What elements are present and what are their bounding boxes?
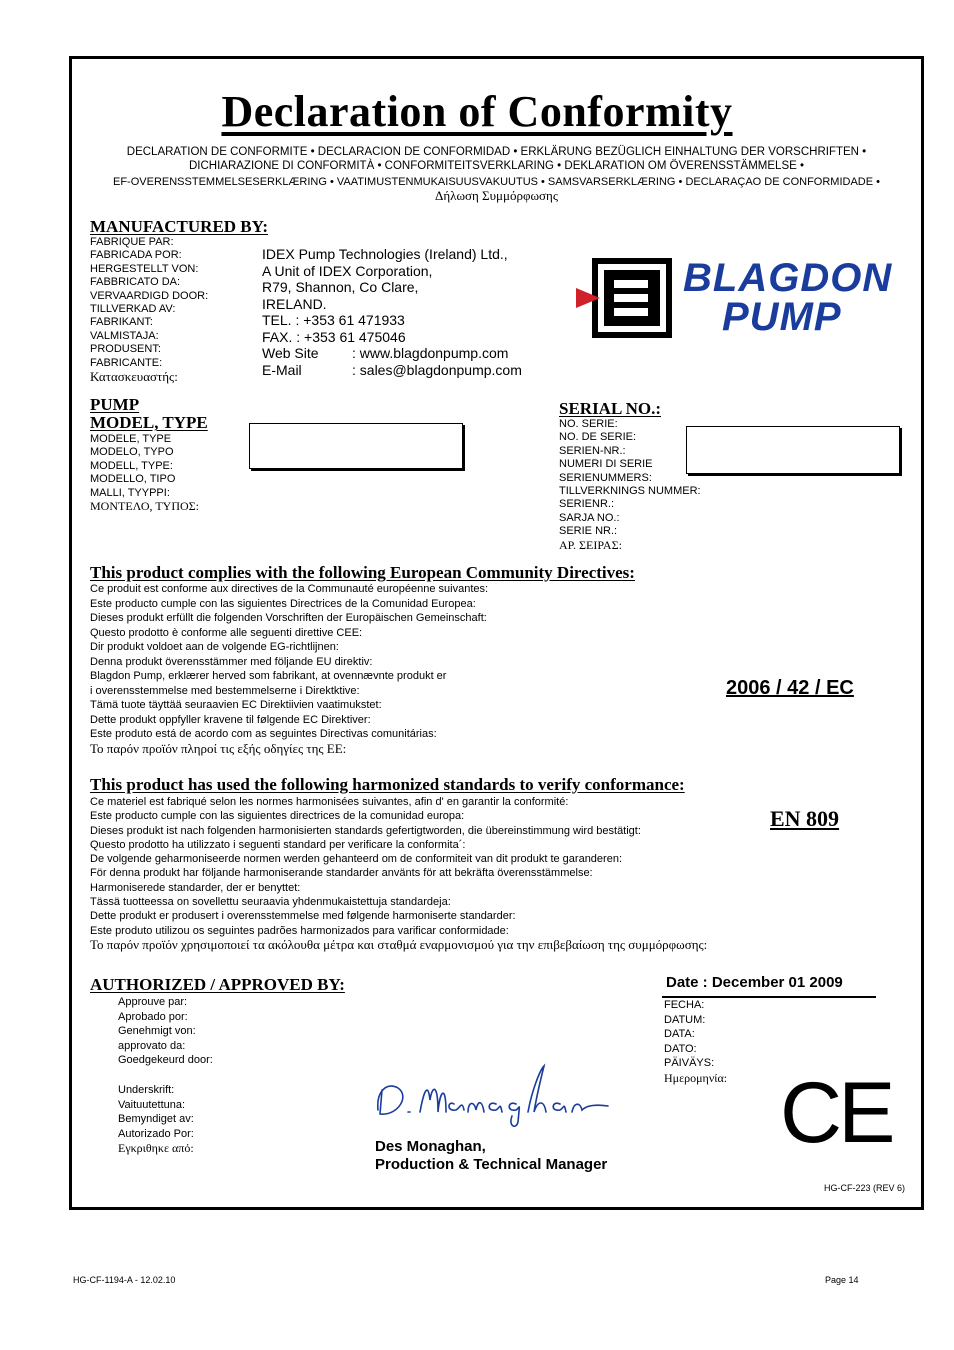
standard-line: Tässä tuotteessa on sovellettu seuraavia yhdenmukaistettuja standardeja:: [90, 896, 451, 909]
subtitle-line-greek: Δήλωση Συμμόρφωσης: [434, 188, 559, 203]
serial-label: TILLVERKNINGS NUMMER:: [559, 485, 701, 498]
standard-line: Το παρόν προϊόν χρησιμοποιεί τα ακόλουθα μέτρα και σταθμά εναρμονισμού για την επιβεβαίωση της συμμόρφωσης:: [90, 936, 708, 952]
standards-header: This product has used the following harmonized standards to verify conformance:: [90, 775, 685, 794]
directive-line: i overensstemmelse med bestemmelserne i Direktktive:: [90, 684, 360, 697]
signature-label: Underskrift:: [118, 1084, 175, 1096]
subtitle-line-1: DECLARATION DE CONFORMITE • DECLARACION DE CONFORMIDAD • ERKLÄRUNG BEZÜGLICH EINHALTUNG DER VORSCHRIFTEN •: [126, 146, 867, 158]
mfr-label: FABRIQUE PAR:: [90, 236, 174, 248]
serial-labels: [559, 418, 701, 552]
serial-label: NUMERI DI SERIE: [559, 458, 653, 471]
serial-label: SERIEN-NR.:: [559, 444, 626, 457]
standard-line: Dieses produkt ist nach folgenden harmonisierten standards gefertigtworden, die übereinstimmung wird bestätigt:: [90, 824, 641, 837]
web-value: : www.blagdonpump.com: [352, 345, 509, 361]
pump-header-line: PUMP: [90, 395, 140, 414]
model-type-header-line: MODEL, TYPE: [90, 413, 208, 432]
serial-label: SERIE NR.:: [559, 525, 618, 538]
signature-label: Autorizado Por:: [118, 1127, 194, 1140]
signer-name: Des Monaghan,: [375, 1138, 486, 1155]
footer-page-number: Page 14: [825, 1275, 859, 1285]
signature-label: Bemyndiget av:: [118, 1113, 194, 1125]
date-label: FECHA:: [664, 999, 705, 1011]
serial-label: SERIENR.:: [559, 498, 615, 511]
standard-line: Questo prodotto ha utilizzato i seguenti standard per verificare la conformita´:: [90, 838, 466, 851]
serial-label: ΑΡ. ΣΕΙΡΑΣ:: [559, 537, 622, 552]
model-label: MODELO, TYPO: [90, 446, 174, 459]
standard-value: EN 809: [770, 806, 840, 831]
model-labels: [90, 433, 199, 513]
mfr-label: PRODUSENT:: [90, 343, 161, 356]
address-line: IDEX Pump Technologies (Ireland) Ltd.,: [262, 246, 508, 262]
date-value: Date : December 01 2009: [666, 974, 843, 991]
date-label: Ημερομηνία:: [664, 1070, 728, 1085]
model-label: MODELE, TYPE: [90, 433, 172, 445]
email-value: : sales@blagdonpump.com: [352, 361, 522, 378]
signer-title: Production & Technical Manager: [375, 1156, 608, 1173]
web-label: Web Site: [262, 345, 319, 361]
manufacturer-address: [262, 246, 522, 378]
date-label: DATO:: [664, 1042, 697, 1055]
mfr-label: FABRICANTE:: [90, 356, 163, 369]
directive-line: Questo prodotto è conforme alle seguenti direttive CEE:: [90, 626, 363, 639]
fax-line: FAX. : +353 61 475046: [262, 328, 406, 345]
mfr-label: Κατασκευαστής:: [90, 369, 178, 385]
directive-line: Este producto cumple con las siguientes Directrices de la Comunidad Europea:: [90, 597, 476, 610]
ce-mark: CE: [780, 1065, 892, 1161]
mfr-label: FABBRICATO DA:: [90, 276, 181, 289]
directive-line: Dir produkt voldoet aan de volgende EG-richtlijnen:: [90, 641, 339, 653]
directive-line: Tämä tuote täyttää seuraavien EC Direktiivien vaatimukstet:: [90, 699, 382, 711]
directive-line: Blagdon Pump, erklærer herved som fabrikant, at ovennævnte produkt er: [90, 670, 447, 682]
serial-label: NO. DE SERIE:: [559, 431, 637, 444]
logo-text-line1: BLAGDON: [683, 256, 893, 300]
directive-line: Dieses produkt erfüllt die folgenden Vorschriften der Europäischen Gemeinschaft:: [90, 612, 487, 624]
serial-header: SERIAL NO.:: [559, 399, 662, 418]
serial-number-field[interactable]: [686, 426, 900, 474]
directive-line: Ce produit est conforme aux directives de la Communauté européenne suivantes:: [90, 583, 489, 595]
standard-line: Ce materiel est fabriqué selon les normes harmonisées suivantes, afin d' en garantir la conformité:: [90, 796, 569, 808]
form-reference: HG-CF-223 (REV 6): [824, 1183, 906, 1193]
blagdon-b-logo-icon: [574, 256, 674, 340]
directive-value: 2006 / 42 / EC: [726, 677, 854, 699]
serial-label: NO. SERIE:: [559, 418, 618, 430]
model-type-field[interactable]: [249, 423, 463, 469]
directive-line: Denna produkt överensstämmer med följande EU direktiv:: [90, 655, 373, 668]
date-label: DATA:: [664, 1028, 695, 1040]
document-title: Declaration of Conformity: [221, 87, 733, 136]
directive-line: Το παρόν προϊόν πληροί τις εξής οδηγίες της ΕΕ:: [90, 740, 347, 756]
authorized-labels-1: [118, 995, 213, 1068]
standard-line: Harmoniserede standarder, der er benyttet:: [90, 881, 301, 894]
standard-line: Dette produkt er produsert i overensstemmelse med følgende harmoniserte standarder:: [90, 910, 516, 923]
standard-line: Este producto cumple con las siguientes directrices de la comunidad europa:: [90, 810, 465, 823]
authorized-header: AUTHORIZED / APPROVED BY:: [90, 975, 345, 994]
approved-label: Goedgekeurd door:: [118, 1054, 213, 1066]
address-line: IRELAND.: [262, 295, 327, 312]
date-label: DATUM:: [664, 1013, 706, 1026]
model-label: ΜΟΝΤΕΛΟ, ΤΥΠΟΣ:: [90, 499, 199, 514]
date-labels: [664, 998, 727, 1085]
approved-label: approvato da:: [118, 1039, 186, 1052]
address-line: A Unit of IDEX Corporation,: [262, 262, 433, 279]
manufactured-header: MANUFACTURED BY:: [90, 217, 269, 236]
mfr-label: VERVAARDIGD DOOR:: [90, 289, 209, 302]
email-label: E-Mail: [262, 361, 302, 378]
subtitle-line-3: EF-OVERENSSTEMMELSESERKLÆRING • VAATIMUSTENMUKAISUUSVAKUUTUS • SAMSVARSERKLÆRING • DECLARAÇAO DE CONFORMIDADE •: [113, 176, 880, 188]
standard-line: De volgende geharmoniseerde normen werden gehanteerd om de conformiteit van dit produkt te garanderen:: [90, 853, 622, 866]
approved-label: Genehmigt von:: [118, 1025, 196, 1037]
model-label: MODELLO, TIPO: [90, 473, 176, 486]
mfr-label: FABRICADA POR:: [90, 249, 182, 262]
standards-lines: [90, 795, 707, 952]
mfr-label: HERGESTELLT VON:: [90, 262, 199, 275]
footer-doc-id: HG-CF-1194-A - 12.02.10: [73, 1275, 176, 1285]
pump-model-header: [90, 396, 208, 432]
mfr-label: VALMISTAJA:: [90, 329, 159, 342]
address-line: R79, Shannon, Co Clare,: [262, 279, 419, 295]
approved-label: Approuve par:: [118, 996, 188, 1008]
standard-line: Este produto utilizou os seguintes padrões harmonizados para varificar conformidade:: [90, 924, 509, 937]
approved-label: Aprobado por:: [118, 1010, 188, 1023]
signature-image: [368, 1060, 618, 1130]
signature-label: Vaituutettuna:: [118, 1098, 186, 1111]
directives-header: This product complies with the following European Community Directives:: [90, 563, 635, 582]
serial-label: SERIENUMMERS:: [559, 471, 652, 484]
model-label: MALLI, TYYPPI:: [90, 486, 170, 499]
directive-line: Dette produkt oppfyller kravene til følgende EC Direktiver:: [90, 713, 371, 726]
directive-line: Este produto está de acordo com as seguintes Directivas comunitárias:: [90, 728, 437, 740]
signature-icon: [368, 1060, 618, 1130]
logo-text-line2: PUMP: [722, 295, 842, 339]
directives-lines: [90, 582, 488, 756]
standard-line: För denna produkt har följande harmoniserande standarder använts för att bekräfta överensstämmelse:: [90, 867, 593, 880]
authorized-labels-2: [118, 1083, 194, 1156]
tel-line: TEL. : +353 61 471933: [262, 312, 405, 328]
mfr-label: TILLVERKAD AV:: [90, 303, 176, 316]
signer-block: [375, 1138, 607, 1174]
subtitle-line-2: DICHIARAZIONE DI CONFORMITÀ • CONFORMITEITSVERKLARING • DEKLARATION OM ÖVERENSSTÄMMELSE •: [188, 160, 805, 172]
model-label: MODELL, TYPE:: [90, 459, 173, 472]
date-label: PÄIVÄYS:: [664, 1057, 715, 1069]
manufactured-labels: [90, 236, 208, 383]
mfr-label: FABRIKANT:: [90, 316, 153, 329]
signature-label: Εγκριθηκε από:: [118, 1141, 194, 1155]
serial-label: SARJA NO.:: [559, 511, 620, 524]
